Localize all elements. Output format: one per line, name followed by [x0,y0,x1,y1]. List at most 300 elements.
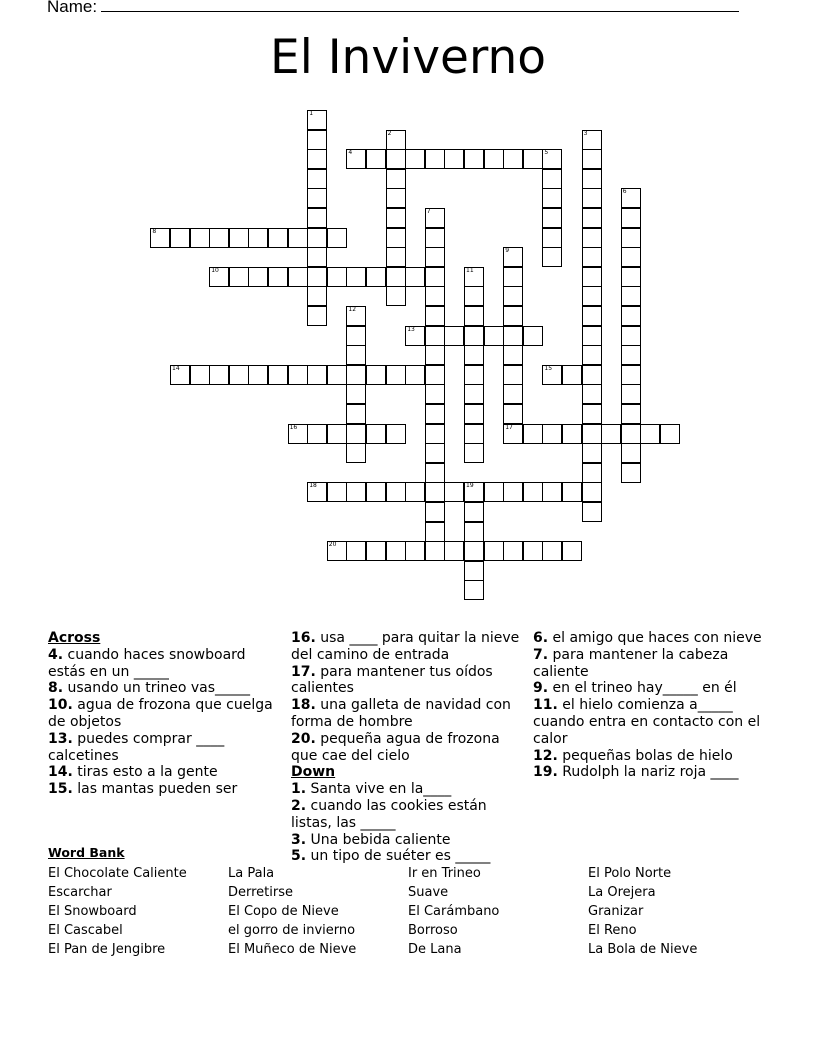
crossword-cell [425,424,445,444]
crossword-cell [484,541,504,561]
clue-number-label: 1. [291,781,307,798]
crossword-cell [425,482,445,502]
crossword-cell [523,149,543,169]
crossword-cell [386,247,406,267]
crossword-cell [248,267,268,287]
crossword-cell [288,267,308,287]
crossword-cell [464,365,484,385]
crossword-cell [386,286,406,306]
crossword-cell [582,443,602,463]
clue-number: 11 [466,266,474,274]
clue-text: el amigo que haces con nieve [548,630,762,646]
clue-heading: Down [291,764,336,781]
clue-number-label: 6. [533,630,549,646]
clue [291,731,521,765]
crossword-cell [621,228,641,248]
clue-text: las mantas pueden ser [72,781,238,798]
crossword-cell [464,561,484,581]
clue-number-label: 5. [291,848,307,865]
clue [291,798,521,832]
clue [533,748,763,765]
clue [48,697,276,731]
crossword-cell [386,482,406,502]
clue-text: el hielo comienza a_____ cuando entra en contacto con el calor [533,697,761,747]
crossword-cell [582,463,602,483]
crossword-cell [484,482,504,502]
crossword-cell [621,267,641,287]
crossword-cell [621,208,641,228]
crossword-cell [229,365,249,385]
word-bank-item: El Pan de Jengibre [48,942,166,957]
crossword-cell [621,247,641,267]
clue-number: 2 [387,129,392,137]
clue-text: un tipo de suéter es _____ [306,848,491,865]
clue-heading: Across [48,630,101,646]
crossword-cell [464,522,484,542]
crossword-cell [405,267,425,287]
crossword-cell [366,365,386,385]
word-bank-item: Derretirse [228,885,294,900]
word-bank-item: El Snowboard [48,904,137,919]
word-bank-item: El Reno [588,923,637,938]
clue [291,630,521,664]
crossword-cell [621,326,641,346]
word-bank-item: Granizar [588,904,644,919]
crossword-cell [327,424,347,444]
crossword-cell [327,228,347,248]
clue-number: 12 [348,306,357,313]
word-bank-item: Ir en Trineo [408,866,481,881]
clue-text: cuando haces snowboard estás en un _____ [48,646,246,680]
crossword-cell [425,267,445,287]
crossword-cell [503,541,523,561]
crossword-cell [288,228,308,248]
crossword-cell [621,404,641,424]
word-bank-column-3 [408,864,499,959]
crossword-cell [307,208,327,228]
crossword-cell [425,404,445,424]
clues-column-1 [48,630,276,798]
crossword-cell [503,424,523,444]
crossword-cell [425,384,445,404]
crossword-cell [346,326,366,346]
crossword-cell [582,345,602,365]
crossword-cell [425,345,445,365]
crossword-cell [503,149,523,169]
crossword-cell [621,306,641,326]
clue-number: 19 [466,482,474,490]
crossword-cell [346,541,366,561]
crossword-cell [542,149,562,169]
crossword-cell [209,267,229,287]
crossword-cell [484,149,504,169]
crossword-cell [523,326,543,346]
crossword-cell [582,404,602,424]
crossword-cell [503,267,523,287]
crossword-cell [268,365,288,385]
crossword-cell [562,541,582,561]
clue [533,630,763,647]
crossword-cell [484,326,504,346]
crossword-cell [405,326,425,346]
crossword-cell [386,228,406,248]
crossword-cell [582,247,602,267]
crossword-cell [601,424,621,444]
clue-number-label: 18. [291,697,316,714]
crossword-cell [346,404,366,424]
word-bank-item: El Copo de Nieve [228,904,339,919]
crossword-cell [307,188,327,208]
crossword-cell [464,541,484,561]
clue-number: 8 [152,227,157,235]
crossword-cell [582,286,602,306]
clue-number-label: 12. [533,747,558,764]
crossword-cell [425,306,445,326]
crossword-cell [464,286,484,306]
crossword-cell [307,110,327,130]
crossword-cell [425,541,445,561]
crossword-cell [503,326,523,346]
crossword-cell [444,326,464,346]
word-bank-item: El Cascabel [48,923,123,938]
word-bank-item: el gorro de invierno [228,923,356,938]
crossword-cell [542,541,562,561]
crossword-cell [150,228,170,248]
word-bank-item: El Carámbano [408,904,500,919]
clue-number-label: 15. [48,781,73,798]
clue-number: 9 [505,247,510,255]
clue [291,664,521,698]
crossword-cell [346,345,366,365]
crossword-cell [621,365,641,385]
clue-number-label: 3. [291,831,307,848]
crossword-cell [425,365,445,385]
page-title: El Inviverno [270,30,546,85]
word-bank-column-1 [48,864,187,959]
crossword-cell [621,384,641,404]
clue-text: cuando las cookies están listas, las _____ [291,797,487,831]
crossword-cell [542,208,562,228]
crossword-cell [425,463,445,483]
crossword-cell [209,228,229,248]
crossword-cell [346,482,366,502]
crossword-cell [346,149,366,169]
clue-text: pequeñas bolas de hielo [557,747,733,764]
crossword-cell [503,482,523,502]
crossword-cell [582,149,602,169]
clue-number-label: 2. [291,797,307,814]
crossword-cell [405,482,425,502]
clue-number: 18 [309,482,317,490]
crossword-cell [386,267,406,287]
word-bank-item: De Lana [408,942,462,957]
crossword-cell [582,365,602,385]
crossword-cell [582,208,602,228]
clue-number-label: 17. [291,663,316,680]
crossword-cell [425,149,445,169]
crossword-cell [464,502,484,522]
crossword-cell [503,365,523,385]
clue-text: usa ____ para quitar la nieve del camino de entrada [291,630,520,663]
clue-number-label: 11. [533,697,558,714]
crossword-cell [307,228,327,248]
crossword-cell [307,267,327,287]
crossword-cell [386,424,406,444]
crossword-cell [562,424,582,444]
word-bank-item: La Pala [228,866,275,881]
crossword-cell [425,286,445,306]
crossword-cell [268,228,288,248]
crossword-cell [307,306,327,326]
clue-number: 20 [328,541,337,549]
crossword-cell [425,443,445,463]
crossword-cell [503,306,523,326]
crossword-cell [464,267,484,287]
crossword-cell [386,208,406,228]
clue-number-label: 9. [533,680,549,697]
clue-number-label: 4. [48,646,64,663]
clue-text: en el trineo hay_____ en él [548,680,737,697]
crossword-cell [523,541,543,561]
clue [533,697,763,747]
crossword-cell [170,228,190,248]
crossword-cell [542,247,562,267]
crossword-cell [542,424,562,444]
crossword-cell [464,580,484,600]
crossword-cell [464,482,484,502]
crossword-cell [464,306,484,326]
clue-number: 16 [289,423,298,431]
crossword-cell [621,463,641,483]
crossword-cell [346,365,366,385]
word-bank-item: Suave [408,885,449,900]
crossword-cell [307,130,327,150]
crossword-cell [366,149,386,169]
clues-column-3 [533,630,763,781]
clue-number-label: 10. [48,697,73,714]
clue-number: 4 [348,149,353,157]
crossword-cell [444,482,464,502]
crossword-cell [582,169,602,189]
clue-text: Rudolph la nariz roja ____ [557,764,739,781]
crossword-cell [366,267,386,287]
crossword-cell [327,482,347,502]
crossword-cell [562,365,582,385]
crossword-cell [425,522,445,542]
crossword-cell [229,228,249,248]
crossword-cell [542,228,562,248]
clue-text: una galleta de navidad con forma de hombre [291,697,511,730]
crossword-cell [386,188,406,208]
crossword-cell [170,365,190,385]
clue-number: 7 [426,208,431,215]
crossword-cell [464,149,484,169]
crossword-cell [248,228,268,248]
clue-text: para mantener tus oídos calientes [291,663,493,697]
word-bank-column-4 [588,864,697,959]
crossword-cell [366,482,386,502]
clue-number: 14 [172,364,180,372]
crossword-cell [307,247,327,267]
clue-text: tiras esto a la gente [72,764,218,781]
crossword-cell [288,365,308,385]
clue-number-label: 14. [48,764,73,781]
word-bank-item: Escarchar [48,885,112,900]
clue-number: 10 [211,266,219,274]
crossword-cell [366,541,386,561]
crossword-cell [503,286,523,306]
clue [48,781,276,798]
crossword-cell [444,149,464,169]
crossword-cell [562,482,582,502]
crossword-cell [346,384,366,404]
crossword-cell [542,482,562,502]
crossword-cell [327,365,347,385]
crossword-cell [464,443,484,463]
crossword-cell [346,443,366,463]
clue-text: agua de frozona que cuelga de objetos [48,697,273,730]
crossword-cell [582,326,602,346]
word-bank-item: El Chocolate Caliente [48,866,187,881]
clue [48,680,276,697]
crossword-cell [327,541,347,561]
clue-number: 17 [505,423,513,431]
clue-text: pequeña agua de frozona que cae del cielo [291,730,500,764]
clue [533,647,763,681]
crossword-cell [190,228,210,248]
word-bank-item: Borroso [408,923,458,938]
clue-number-label: 16. [291,630,316,646]
clue-number-label: 13. [48,730,73,747]
clue [48,647,276,681]
crossword-cell [464,345,484,365]
clue-text: puedes comprar ____ calcetines [48,730,225,764]
crossword-cell [582,424,602,444]
crossword-cell [248,365,268,385]
crossword-cell [386,130,406,150]
crossword-cell [386,541,406,561]
clue-number: 15 [544,364,553,372]
crossword-cell [366,424,386,444]
word-bank-item: El Muñeco de Nieve [228,942,357,957]
crossword-cell [386,149,406,169]
clue [48,764,276,781]
word-bank-item: El Polo Norte [588,866,672,881]
crossword-cell [307,424,327,444]
crossword-cell [542,169,562,189]
word-bank-item: La Orejera [588,885,656,900]
clue [533,764,763,781]
crossword-cell [229,267,249,287]
crossword-cell [660,424,680,444]
clue-text: Santa vive en la____ [306,781,452,798]
crossword-cell [307,149,327,169]
crossword-cell [425,326,445,346]
crossword-cell [503,247,523,267]
crossword-cell [307,482,327,502]
crossword-cell [209,365,229,385]
clue-text: usando un trineo vas_____ [63,680,251,697]
crossword-cell [582,502,602,522]
crossword-cell [503,404,523,424]
crossword-cell [190,365,210,385]
crossword-cell [621,286,641,306]
clue [291,781,521,798]
crossword-cell [542,365,562,385]
clues-column-2 [291,630,521,865]
crossword-cell [464,384,484,404]
crossword-cell [542,188,562,208]
crossword-cell [464,404,484,424]
crossword-cell [640,424,660,444]
crossword-cell [582,384,602,404]
clue [291,697,521,731]
clue [533,680,763,697]
crossword-cell [582,228,602,248]
crossword-cell [621,443,641,463]
crossword-cell [346,267,366,287]
crossword-cell [425,228,445,248]
crossword-cell [582,188,602,208]
crossword-cell [464,424,484,444]
clue-text: para mantener la cabeza caliente [533,646,729,680]
crossword-cell [503,384,523,404]
crossword-cell [582,267,602,287]
crossword-cell [582,306,602,326]
crossword-cell [386,365,406,385]
clue [291,832,521,849]
crossword-cell [523,424,543,444]
crossword-cell [405,149,425,169]
crossword-cell [523,482,543,502]
word-bank-column-2 [228,864,356,959]
crossword-cell [327,267,347,287]
crossword-cell [621,424,641,444]
crossword-cell [621,188,641,208]
crossword-cell [307,365,327,385]
crossword-cell [582,482,602,502]
word-bank-title: Word Bank [48,845,125,860]
clue-number: 1 [309,110,314,117]
crossword-cell [405,365,425,385]
clue [48,731,276,765]
crossword-cell [288,424,308,444]
crossword-cell [464,326,484,346]
clue-number-label: 8. [48,680,64,697]
clue [291,848,521,865]
crossword-cell [503,345,523,365]
clue-number: 13 [407,325,415,333]
clue-number: 3 [583,129,588,137]
crossword-cell [444,541,464,561]
crossword-cell [307,286,327,306]
crossword-cell [425,502,445,522]
name-label: Name: [47,0,98,16]
clue-number: 6 [622,188,627,196]
clue-number-label: 7. [533,646,549,663]
clue-number-label: 20. [291,730,316,747]
crossword-cell [346,424,366,444]
crossword-cell [425,208,445,228]
crossword-cell [425,247,445,267]
clue-number-label: 19. [533,764,558,781]
crossword-cell [582,130,602,150]
crossword-cell [621,345,641,365]
word-bank-item: La Bola de Nieve [588,942,698,957]
clue-number: 5 [544,149,549,157]
crossword-cell [307,169,327,189]
crossword-cell [405,541,425,561]
